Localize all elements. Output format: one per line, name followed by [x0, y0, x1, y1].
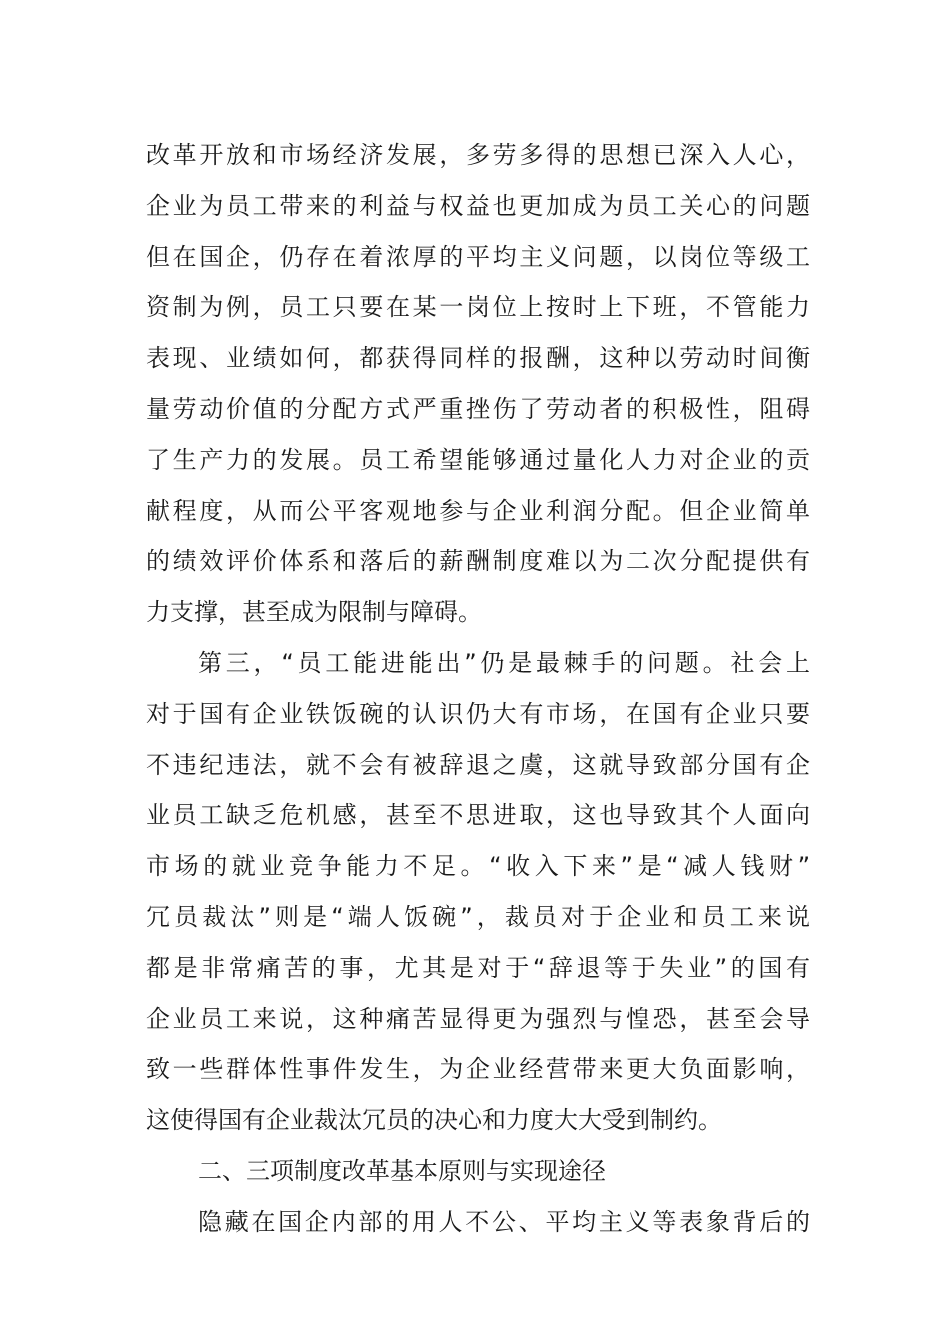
text-line: 对于国有企业铁饭碗的认识仍大有市场，在国有企业只要 — [146, 699, 810, 728]
text-line: 献程度，从而公平客观地参与企业利润分配。但企业简单 — [146, 496, 810, 525]
text-line: 业员工缺乏危机感，甚至不思进取，这也导致其个人面向 — [146, 801, 810, 830]
text-line: 市场的就业竞争能力不足。“收入下来”是“减人钱财” — [146, 852, 810, 881]
text-line: 资制为例，员工只要在某一岗位上按时上下班，不管能力 — [146, 293, 810, 322]
body-text — [146, 130, 810, 1248]
text-line: 二、三项制度改革基本原则与实现途径 — [198, 1156, 606, 1185]
text-line: 力支撑，甚至成为限制与障碍。 — [146, 598, 482, 627]
text-line: 第三，“员工能进能出”仍是最棘手的问题。社会上 — [198, 648, 810, 677]
text-line: 量劳动价值的分配方式严重挫伤了劳动者的积极性，阻碍 — [146, 394, 810, 423]
text-line: 隐藏在国企内部的用人不公、平均主义等表象背后的 — [198, 1207, 810, 1236]
text-line: 的绩效评价体系和落后的薪酬制度难以为二次分配提供有 — [146, 547, 810, 576]
text-line: 企业为员工带来的利益与权益也更加成为员工关心的问题 — [146, 191, 810, 220]
text-line: 企业员工来说，这种痛苦显得更为强烈与惶恐，甚至会导 — [146, 1004, 810, 1033]
text-line: 了生产力的发展。员工希望能够通过量化人力对企业的贡 — [146, 445, 810, 474]
text-line: 改革开放和市场经济发展，多劳多得的思想已深入人心， — [146, 141, 810, 169]
text-line: 致一些群体性事件发生，为企业经营带来更大负面影响， — [146, 1055, 810, 1084]
text-line: 但在国企，仍存在着浓厚的平均主义问题，以岗位等级工 — [146, 242, 810, 271]
text-line: 表现、业绩如何，都获得同样的报酬，这种以劳动时间衡 — [146, 344, 810, 373]
text-line: 这使得国有企业裁汰冗员的决心和力度大大受到制约。 — [146, 1106, 722, 1135]
text-line: 不违纪违法，就不会有被辞退之虞，这就导致部分国有企 — [146, 750, 810, 779]
text-line: 冗员裁汰”则是“端人饭碗”，裁员对于企业和员工来说 — [146, 902, 810, 931]
text-line: 都是非常痛苦的事，尤其是对于“辞退等于失业”的国有 — [146, 953, 810, 982]
